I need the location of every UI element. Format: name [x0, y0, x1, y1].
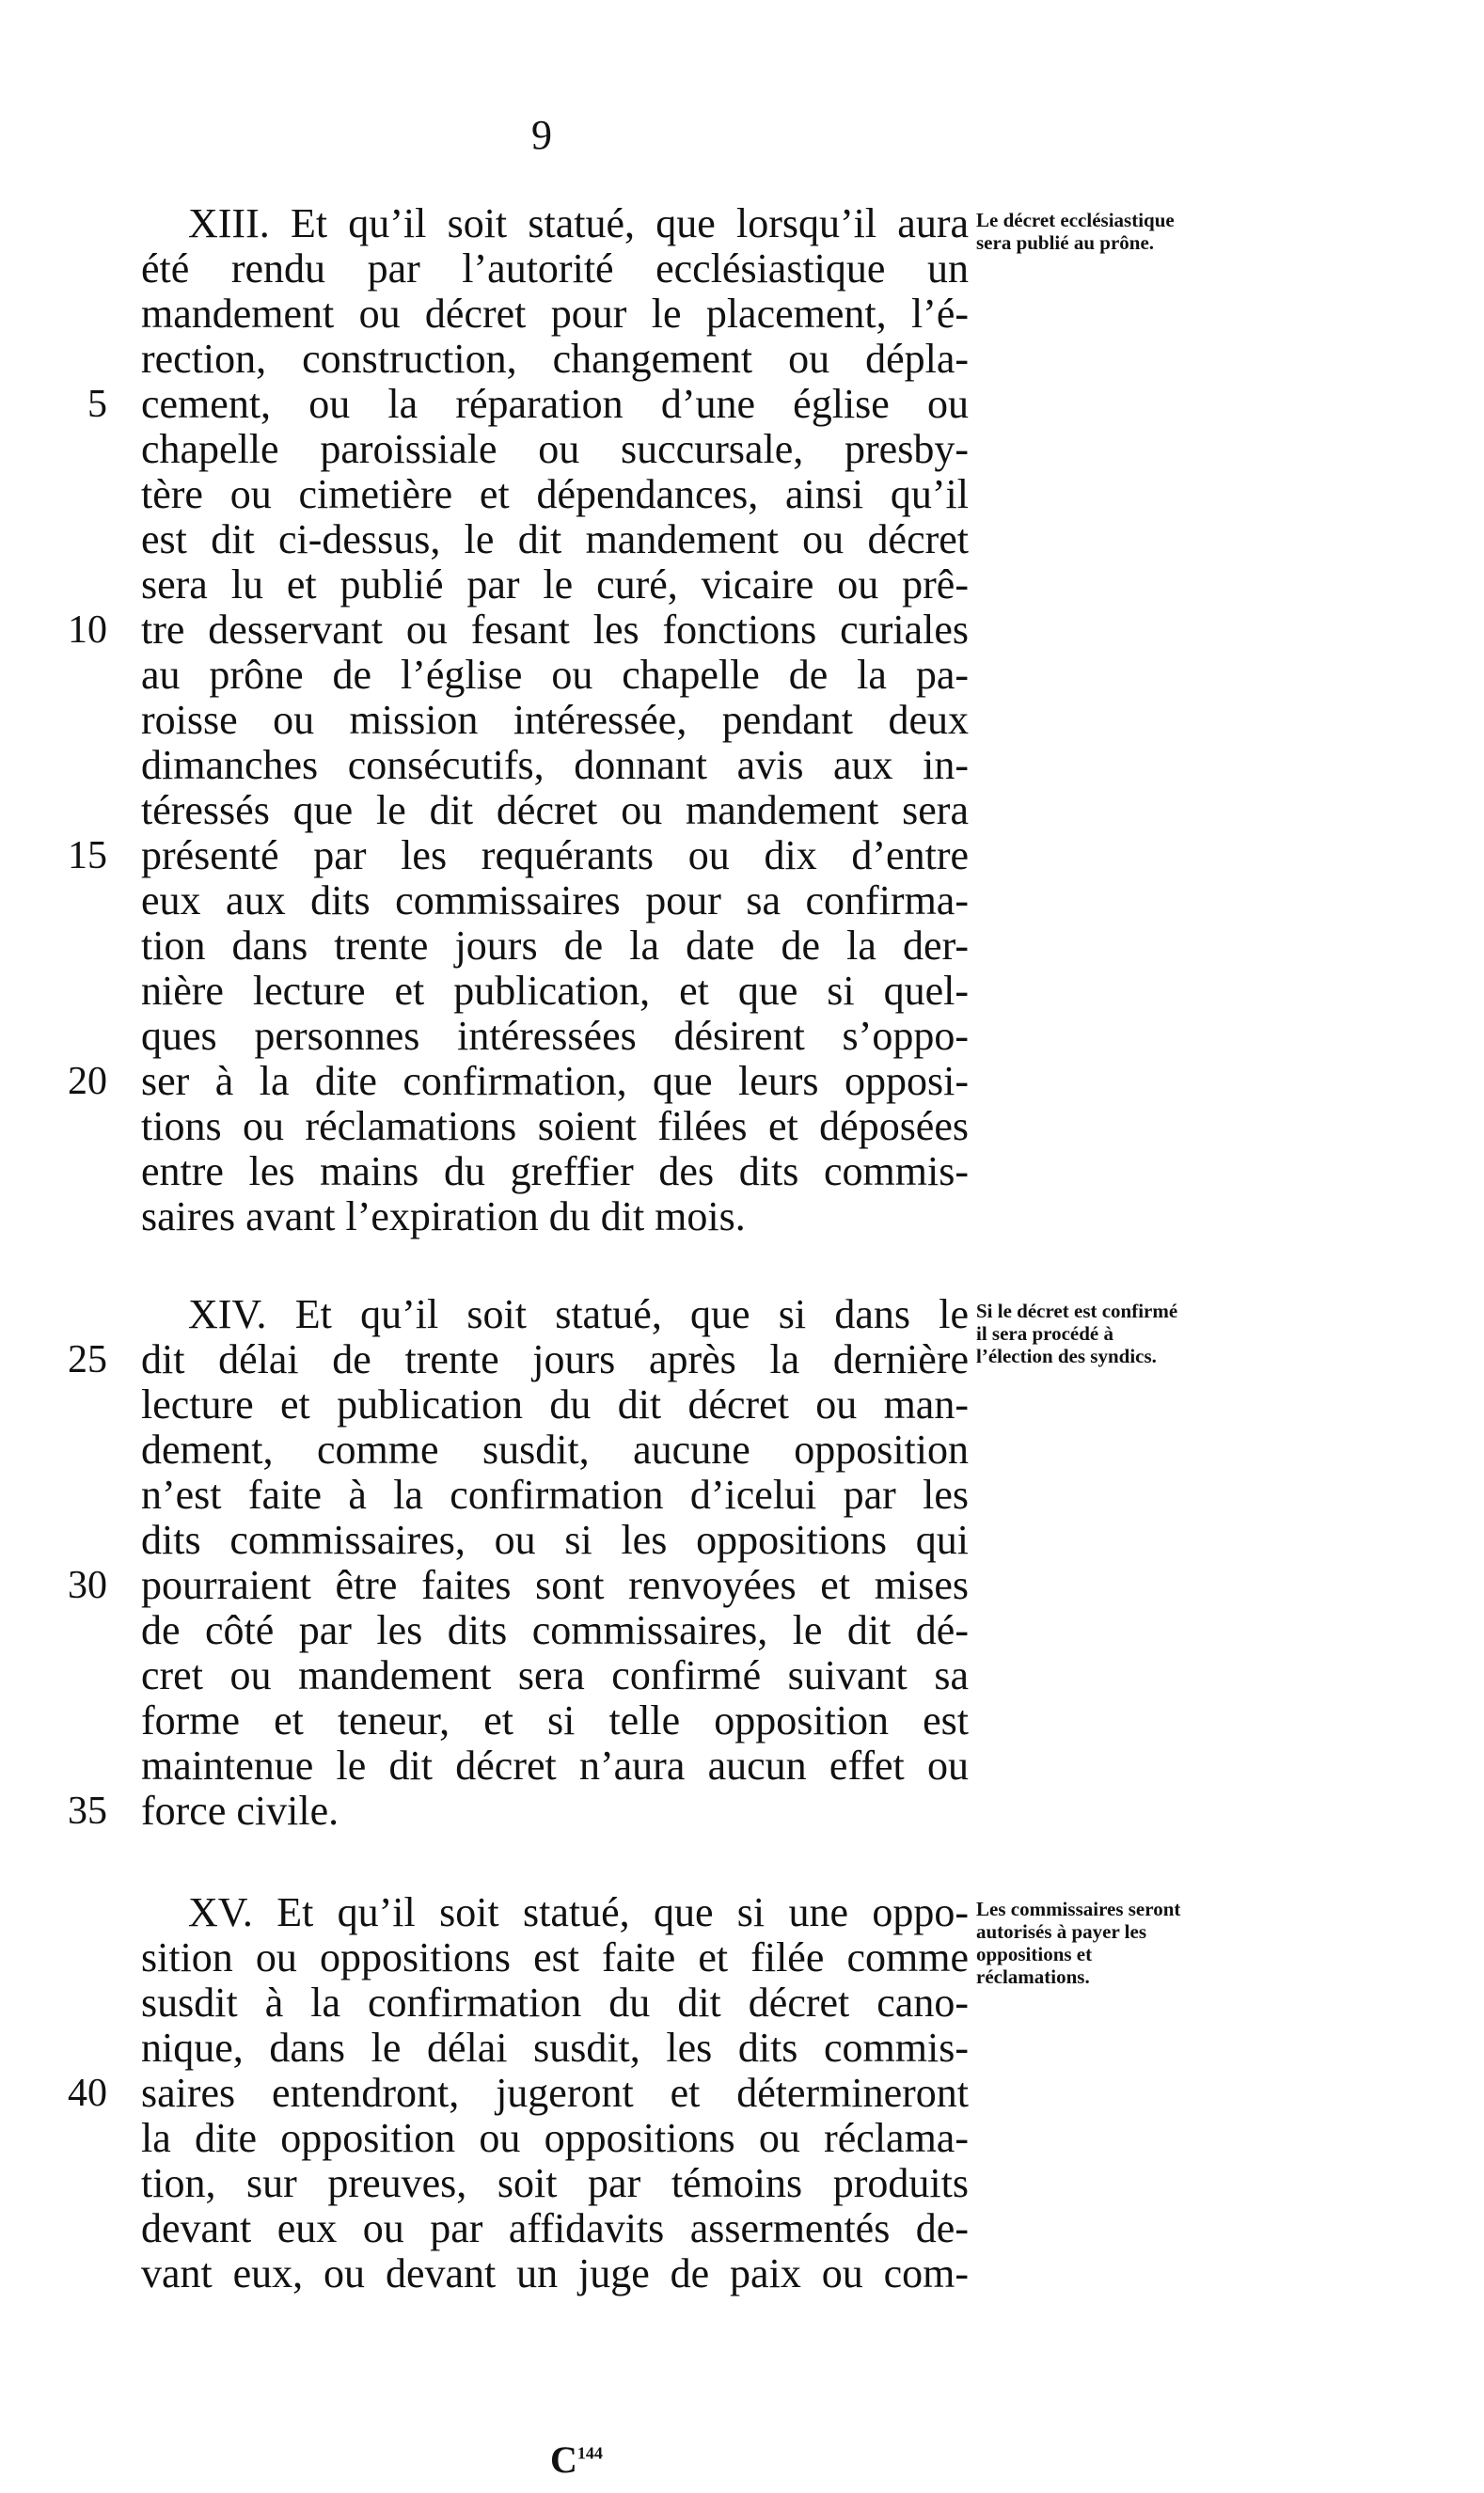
- signature-number: 144: [576, 2443, 603, 2463]
- signature-letter: C: [550, 2438, 577, 2481]
- section-line: dimanches consécutifs, donnant avis aux in-: [141, 742, 969, 788]
- section-line: sition ou oppositions est faite et filée comme: [141, 1934, 969, 1980]
- section-line: tère ou cimetière et dépendances, ainsi qu’il: [141, 471, 969, 517]
- line-number: 15: [68, 834, 107, 877]
- section-line: roisse ou mission intéressée, pendant deux: [141, 697, 969, 743]
- section-line: dit délai de trente jours après la dernière: [141, 1336, 969, 1382]
- section-line: entre les mains du greffier des dits commis-: [141, 1148, 969, 1194]
- section-line: lecture et publication du dit décret ou man-: [141, 1381, 969, 1428]
- page-number: 9: [531, 112, 552, 158]
- section-line: dits commissaires, ou si les oppositions qui: [141, 1517, 969, 1563]
- section-line: XIV. Et qu’il soit statué, que si dans le: [188, 1291, 969, 1337]
- section-line: devant eux ou par affidavits assermentés de-: [141, 2205, 969, 2251]
- line-number: 30: [68, 1564, 107, 1607]
- section-line: présenté par les requérants ou dix d’entre: [141, 832, 969, 878]
- section-line: vant eux, ou devant un juge de paix ou com-: [141, 2250, 969, 2296]
- section-line: tion, sur preuves, soit par témoins produits: [141, 2160, 969, 2206]
- section-line: XV. Et qu’il soit statué, que si une oppo-: [188, 1889, 969, 1935]
- section-line: force civile.: [141, 1788, 339, 1834]
- line-number: 5: [87, 383, 107, 426]
- section-line: au prône de l’église ou chapelle de la pa-: [141, 652, 969, 698]
- line-number: 20: [68, 1060, 107, 1103]
- section-line: saires entendront, jugeront et détermineront: [141, 2070, 969, 2116]
- section-line: tre desservant ou fesant les fonctions curiales: [141, 607, 969, 653]
- section-line: rection, construction, changement ou dépla-: [141, 336, 969, 382]
- section-line: mandement ou décret pour le placement, l’é-: [141, 291, 969, 337]
- section-line: est dit ci-dessus, le dit mandement ou décret: [141, 516, 969, 562]
- section-line: sera lu et publié par le curé, vicaire ou prê-: [141, 561, 969, 607]
- section-line: n’est faite à la confirmation d’icelui par les: [141, 1472, 969, 1518]
- section-line: nique, dans le délai susdit, les dits commis-: [141, 2025, 969, 2071]
- section-line: été rendu par l’autorité ecclésiastique un: [141, 245, 969, 292]
- section-line: saires avant l’expiration du dit mois.: [141, 1193, 746, 1239]
- section-line: maintenue le dit décret n’aura aucun effet ou: [141, 1743, 969, 1789]
- section-line: nière lecture et publication, et que si quel-: [141, 968, 969, 1014]
- section-line: tions ou réclamations soient filées et déposées: [141, 1103, 969, 1149]
- section-line: cret ou mandement sera confirmé suivant sa: [141, 1652, 969, 1698]
- section-line: dement, comme susdit, aucune opposition: [141, 1427, 969, 1473]
- section-line: chapelle paroissiale ou succursale, presby-: [141, 426, 969, 472]
- margin-note: Les commissaires seront autorisés à payer les oppositions et réclamations.: [976, 1898, 1181, 1988]
- section-line: forme et teneur, et si telle opposition est: [141, 1697, 969, 1744]
- line-number: 10: [68, 608, 107, 652]
- section-line: de côté par les dits commissaires, le dit dé-: [141, 1607, 969, 1653]
- section-line: eux aux dits commissaires pour sa confirma-: [141, 877, 969, 923]
- margin-note: Si le décret est confirmé il sera procédé à l’élection des syndics.: [976, 1300, 1178, 1367]
- section-line: ques personnes intéressées désirent s’oppo-: [141, 1013, 969, 1059]
- section-line: pourraient être faites sont renvoyées et mises: [141, 1562, 969, 1608]
- line-number: 35: [68, 1790, 107, 1833]
- section-line: téressés que le dit décret ou mandement sera: [141, 787, 969, 833]
- section-line: ser à la dite confirmation, que leurs opposi-: [141, 1058, 969, 1104]
- line-number: 40: [68, 2072, 107, 2115]
- section-line: XIII. Et qu’il soit statué, que lorsqu’il aura: [188, 200, 969, 246]
- line-number: 25: [68, 1338, 107, 1381]
- section-line: cement, ou la réparation d’une église ou: [141, 381, 969, 427]
- section-line: susdit à la confirmation du dit décret cano-: [141, 1980, 969, 2026]
- signature-mark: [550, 2438, 603, 2482]
- section-line: tion dans trente jours de la date de la der-: [141, 923, 969, 969]
- margin-note: Le décret ecclésiastique sera publié au prône.: [976, 209, 1175, 254]
- section-line: la dite opposition ou oppositions ou réclama-: [141, 2115, 969, 2161]
